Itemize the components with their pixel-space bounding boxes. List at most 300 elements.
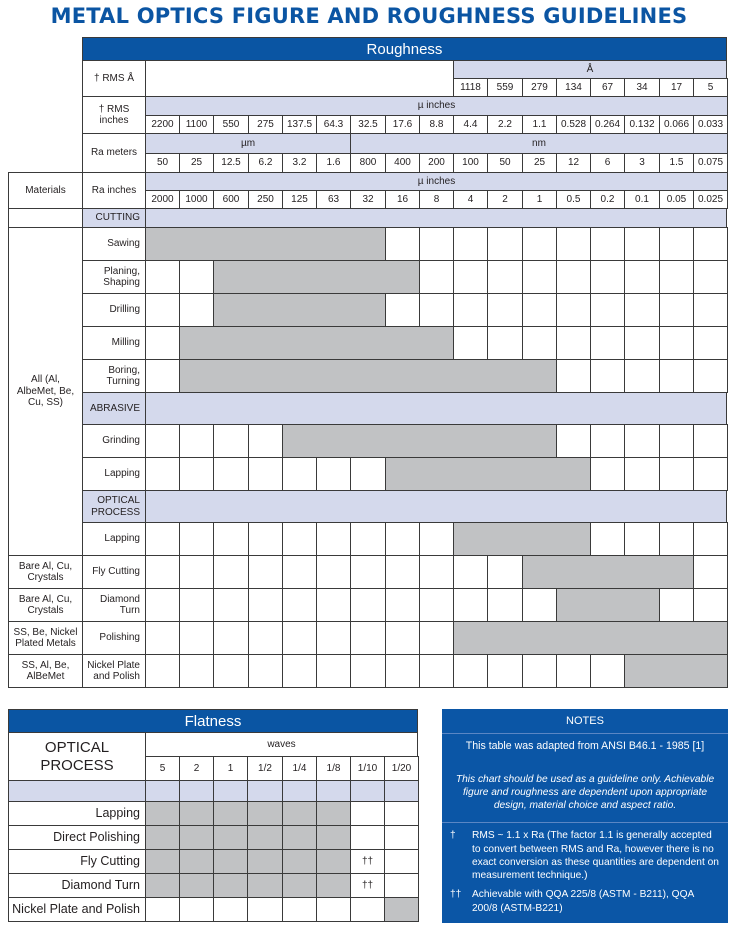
empty-cell [145, 260, 180, 294]
empty-cell [145, 588, 180, 622]
empty-cell [282, 555, 317, 589]
empty-cell [590, 522, 625, 556]
empty-cell [248, 621, 283, 655]
empty-cell [385, 227, 420, 261]
flatness-process-label: Fly Cutting [8, 849, 146, 874]
empty-cell [179, 654, 214, 688]
blank-cell [8, 208, 83, 228]
empty-cell [145, 897, 180, 922]
header-value: 0.132 [624, 115, 660, 134]
empty-cell [522, 293, 557, 327]
header-value: 16 [385, 190, 420, 209]
header-value: 1.1 [522, 115, 557, 134]
process-label: Nickel Plate and Polish [82, 654, 146, 688]
header-value: 0.025 [693, 190, 728, 209]
empty-cell [590, 654, 625, 688]
empty-cell [624, 457, 660, 491]
empty-cell [248, 588, 283, 622]
empty-cell [453, 260, 488, 294]
empty-cell [213, 621, 249, 655]
empty-cell [419, 260, 454, 294]
material-label: Bare Al, Cu, Crystals [8, 555, 83, 589]
empty-cell [659, 227, 694, 261]
empty-cell [624, 227, 660, 261]
empty-cell [693, 555, 728, 589]
empty-cell [590, 457, 625, 491]
achievable-cell [247, 873, 283, 898]
empty-cell [213, 897, 248, 922]
process-label: Sawing [82, 227, 146, 261]
notes-header: NOTES [442, 709, 728, 734]
header-value: 12.5 [213, 153, 249, 173]
empty-cell [522, 326, 557, 360]
empty-cell [179, 621, 214, 655]
footnote-text: RMS ~ 1.1 x Ra (The factor 1.1 is generally accepted to convert between RMS and Ra, however there is no exact conversion as these quantities are dependent on measurement technique.) [472, 830, 719, 881]
empty-cell [453, 326, 488, 360]
header-value: 0.075 [693, 153, 728, 173]
header-value: 550 [213, 115, 249, 134]
achievable-range-bar [624, 654, 728, 688]
empty-cell [350, 555, 386, 589]
material-label: SS, Al, Be, AlBeMet [8, 654, 83, 688]
header-value: 6 [590, 153, 625, 173]
empty-cell [453, 588, 488, 622]
empty-cell [419, 654, 454, 688]
header-value: 400 [385, 153, 420, 173]
wave-column-header: 1/2 [247, 756, 283, 781]
achievable-cell [145, 849, 180, 874]
achievable-range-bar [145, 227, 386, 261]
roughness-header: Roughness [82, 37, 727, 61]
blank-band [247, 780, 283, 802]
empty-cell [453, 555, 488, 589]
header-value: 8 [419, 190, 454, 209]
empty-cell [522, 588, 557, 622]
unit-group-label: nm [350, 133, 728, 154]
empty-cell [145, 424, 180, 458]
achievable-cell [247, 825, 283, 850]
empty-cell [145, 457, 180, 491]
empty-cell [385, 621, 420, 655]
empty-cell [453, 293, 488, 327]
blank-band [316, 780, 351, 802]
header-value: 0.066 [659, 115, 694, 134]
achievable-cell [179, 873, 214, 898]
achievable-range-bar [556, 588, 660, 622]
notes-source: This table was adapted from ANSI B46.1 - 1985 [1] [465, 740, 705, 752]
empty-cell [350, 588, 386, 622]
unit-group-label: µ inches [145, 172, 728, 191]
footnote-mark-cell: †† [350, 873, 385, 898]
achievable-cell [384, 897, 419, 922]
section-label: ABRASIVE [82, 392, 146, 425]
empty-cell [556, 227, 591, 261]
process-label: Lapping [82, 457, 146, 491]
empty-cell [179, 457, 214, 491]
achievable-cell [247, 849, 283, 874]
header-value: 4.4 [453, 115, 488, 134]
header-value: 200 [419, 153, 454, 173]
empty-cell [693, 293, 728, 327]
empty-cell [453, 227, 488, 261]
material-label: All (Al, AlbeMet, Be, Cu, SS) [8, 227, 83, 556]
header-value: 3.2 [282, 153, 317, 173]
empty-cell [419, 522, 454, 556]
empty-cell [213, 555, 249, 589]
header-value: 2200 [145, 115, 180, 134]
empty-cell [693, 457, 728, 491]
empty-cell [385, 654, 420, 688]
blank-band [384, 780, 419, 802]
empty-cell [556, 359, 591, 393]
empty-cell [248, 457, 283, 491]
empty-cell [556, 326, 591, 360]
unit-group-label: Å [453, 60, 727, 79]
achievable-cell [282, 849, 317, 874]
header-value: 5 [693, 78, 728, 97]
header-value: 4 [453, 190, 488, 209]
empty-cell [384, 801, 419, 826]
empty-cell [659, 588, 694, 622]
achievable-cell [316, 801, 351, 826]
achievable-cell [213, 873, 248, 898]
wave-column-header: 1/8 [316, 756, 351, 781]
empty-cell [419, 588, 454, 622]
empty-cell [179, 588, 214, 622]
header-value: 34 [624, 78, 660, 97]
empty-cell [590, 227, 625, 261]
achievable-range-bar [179, 326, 454, 360]
achievable-range-bar [213, 293, 386, 327]
empty-cell [385, 522, 420, 556]
blank-band [145, 780, 180, 802]
empty-cell [385, 588, 420, 622]
empty-cell [693, 227, 728, 261]
empty-cell [556, 424, 591, 458]
footnote-mark: † [450, 830, 456, 842]
process-label: Boring, Turning [82, 359, 146, 393]
empty-cell [350, 825, 385, 850]
empty-cell [659, 326, 694, 360]
header-value: 100 [453, 153, 488, 173]
empty-cell [522, 227, 557, 261]
empty-cell [659, 457, 694, 491]
header-value: 3 [624, 153, 660, 173]
footnote [442, 829, 728, 882]
header-value: 134 [556, 78, 591, 97]
empty-cell [248, 555, 283, 589]
empty-cell [590, 326, 625, 360]
empty-cell [213, 457, 249, 491]
achievable-cell [282, 873, 317, 898]
header-value: 279 [522, 78, 557, 97]
empty-cell [145, 359, 180, 393]
empty-cell [179, 897, 214, 922]
empty-cell [624, 359, 660, 393]
section-band [145, 392, 727, 425]
material-label: SS, Be, Nickel Plated Metals [8, 621, 83, 655]
section-band [145, 490, 727, 523]
empty-cell [350, 457, 386, 491]
achievable-cell [282, 825, 317, 850]
header-value: 0.05 [659, 190, 694, 209]
empty-cell [385, 555, 420, 589]
achievable-range-bar [213, 260, 420, 294]
header-value: 6.2 [248, 153, 283, 173]
achievable-cell [145, 801, 180, 826]
empty-cell [419, 621, 454, 655]
footnote [442, 888, 728, 915]
empty-cell [316, 621, 351, 655]
empty-cell [590, 359, 625, 393]
empty-cell [419, 227, 454, 261]
wave-column-header: 1/20 [384, 756, 419, 781]
achievable-cell [179, 849, 214, 874]
wave-column-header: 2 [179, 756, 214, 781]
empty-cell [316, 897, 351, 922]
header-value: 1118 [453, 78, 488, 97]
empty-cell [556, 654, 591, 688]
empty-cell [385, 293, 420, 327]
empty-cell [487, 227, 523, 261]
row-header-label: † RMS inches [82, 96, 146, 134]
empty-cell [590, 293, 625, 327]
achievable-cell [213, 825, 248, 850]
materials-header: Materials [8, 172, 83, 209]
empty-cell [248, 522, 283, 556]
flatness-process-label: Nickel Plate and Polish [8, 897, 146, 922]
header-value: 0.2 [590, 190, 625, 209]
header-value: 17 [659, 78, 694, 97]
flatness-process-label: Lapping [8, 801, 146, 826]
process-label: Drilling [82, 293, 146, 327]
empty-cell [316, 457, 351, 491]
empty-cell [693, 326, 728, 360]
empty-cell [590, 424, 625, 458]
unit-label: waves [145, 732, 418, 757]
empty-cell [693, 522, 728, 556]
empty-cell [693, 359, 728, 393]
empty-cell [419, 555, 454, 589]
unit-group-label: µm [145, 133, 351, 154]
header-value: 8.8 [419, 115, 454, 134]
header-value: 0.1 [624, 190, 660, 209]
header-value: 32 [350, 190, 386, 209]
wave-column-header: 1/4 [282, 756, 317, 781]
empty-cell [282, 897, 317, 922]
empty-cell [659, 522, 694, 556]
empty-cell [316, 588, 351, 622]
header-value: 2000 [145, 190, 180, 209]
process-label: Fly Cutting [82, 555, 146, 589]
row-header-label: Ra inches [82, 172, 146, 209]
empty-cell [179, 555, 214, 589]
blank-band [8, 780, 146, 802]
header-value: 1000 [179, 190, 214, 209]
empty-cell [282, 522, 317, 556]
header-value: 63 [316, 190, 351, 209]
empty-cell [384, 873, 419, 898]
achievable-cell [282, 801, 317, 826]
footnote-mark-cell: †† [350, 849, 385, 874]
empty-cell [350, 897, 385, 922]
empty-cell [659, 293, 694, 327]
achievable-cell [179, 801, 214, 826]
header-value: 125 [282, 190, 317, 209]
footnote-text: Achievable with QQA 225/8 (ASTM - B211), QQA 200/8 (ASTM-B221) [472, 889, 694, 914]
empty-cell [659, 359, 694, 393]
header-value: 1.5 [659, 153, 694, 173]
header-value: 275 [248, 115, 283, 134]
empty-cell [179, 293, 214, 327]
header-value: 25 [522, 153, 557, 173]
empty-cell [316, 555, 351, 589]
header-value: 17.6 [385, 115, 420, 134]
header-value: 1.6 [316, 153, 351, 173]
empty-cell [693, 588, 728, 622]
achievable-cell [213, 801, 248, 826]
header-value: 0.264 [590, 115, 625, 134]
row-header-label: Ra meters [82, 133, 146, 173]
empty-cell [145, 555, 180, 589]
empty-cell [282, 588, 317, 622]
header-value: 32.5 [350, 115, 386, 134]
empty-cell [624, 260, 660, 294]
blank-band [213, 780, 248, 802]
achievable-cell [316, 873, 351, 898]
empty-cell [624, 326, 660, 360]
empty-cell [316, 654, 351, 688]
header-value: 50 [145, 153, 180, 173]
header-value: 137.5 [282, 115, 317, 134]
header-value: 25 [179, 153, 214, 173]
achievable-cell [145, 825, 180, 850]
empty-cell [316, 522, 351, 556]
empty-cell [248, 424, 283, 458]
empty-cell [213, 424, 249, 458]
empty-cell [693, 424, 728, 458]
empty-cell [487, 588, 523, 622]
header-value: 559 [487, 78, 523, 97]
empty-cell [350, 621, 386, 655]
flatness-process-label: Direct Polishing [8, 825, 146, 850]
empty-cell [659, 260, 694, 294]
header-value: 0.528 [556, 115, 591, 134]
empty-cell [556, 260, 591, 294]
section-band [145, 208, 727, 228]
wave-column-header: 1/10 [350, 756, 385, 781]
achievable-cell [316, 825, 351, 850]
empty-cell [487, 555, 523, 589]
empty-cell [522, 654, 557, 688]
header-value: 64.3 [316, 115, 351, 134]
process-label: Planing, Shaping [82, 260, 146, 294]
row-header-label: † RMS Å [82, 60, 146, 97]
empty-cell [145, 621, 180, 655]
header-value: 250 [248, 190, 283, 209]
notes-divider [442, 822, 728, 823]
achievable-cell [213, 849, 248, 874]
empty-cell [556, 293, 591, 327]
blank-band [179, 780, 214, 802]
section-label: OPTICAL PROCESS [82, 490, 146, 523]
empty-cell [350, 522, 386, 556]
blank-band [282, 780, 317, 802]
empty-cell [624, 293, 660, 327]
optical-process-header: OPTICAL PROCESS [8, 732, 146, 781]
wave-column-header: 5 [145, 756, 180, 781]
empty-cell [659, 424, 694, 458]
empty-cell [693, 260, 728, 294]
empty-cell [145, 293, 180, 327]
process-label: Diamond Turn [82, 588, 146, 622]
achievable-range-bar [453, 621, 728, 655]
empty-cell [624, 522, 660, 556]
empty-cell [624, 424, 660, 458]
process-label: Milling [82, 326, 146, 360]
process-label: Lapping [82, 522, 146, 556]
empty-cell [384, 849, 419, 874]
header-value: 12 [556, 153, 591, 173]
header-value: 2 [487, 190, 523, 209]
empty-cell [419, 293, 454, 327]
header-value: 800 [350, 153, 386, 173]
empty-cell [179, 424, 214, 458]
empty-cell [350, 654, 386, 688]
empty-cell [179, 260, 214, 294]
empty-cell [145, 326, 180, 360]
achievable-range-bar [282, 424, 557, 458]
empty-cell [179, 522, 214, 556]
achievable-cell [247, 801, 283, 826]
empty-cell [487, 260, 523, 294]
achievable-cell [316, 849, 351, 874]
unit-group-label: µ inches [145, 96, 728, 116]
header-value: 1100 [179, 115, 214, 134]
blank-band [350, 780, 385, 802]
empty-cell [213, 522, 249, 556]
footnote-mark: †† [450, 889, 462, 901]
empty-cell [487, 654, 523, 688]
achievable-cell [145, 873, 180, 898]
empty-cell [282, 654, 317, 688]
achievable-range-bar [179, 359, 557, 393]
achievable-range-bar [522, 555, 694, 589]
empty-cell [590, 260, 625, 294]
empty-cell [213, 654, 249, 688]
empty-cell [145, 654, 180, 688]
header-value: 1 [522, 190, 557, 209]
achievable-range-bar [453, 522, 591, 556]
empty-cell [248, 654, 283, 688]
empty-cell [247, 897, 283, 922]
header-value: 600 [213, 190, 249, 209]
flatness-header: Flatness [8, 709, 418, 733]
empty-cell [282, 457, 317, 491]
achievable-range-bar [385, 457, 591, 491]
notes-panel [442, 709, 728, 923]
process-label: Grinding [82, 424, 146, 458]
empty-cell [487, 326, 523, 360]
page-title: METAL OPTICS FIGURE AND ROUGHNESS GUIDELINES [50, 4, 688, 28]
notes-guideline: This chart should be used as a guideline only. Achievable figure and roughness are dependent upon appropriate design, material choice and aspect ratio. [455, 774, 715, 811]
flatness-process-label: Diamond Turn [8, 873, 146, 898]
blank-cell [145, 60, 454, 97]
header-value: 0.5 [556, 190, 591, 209]
empty-cell [522, 260, 557, 294]
empty-cell [384, 825, 419, 850]
header-value: 50 [487, 153, 523, 173]
